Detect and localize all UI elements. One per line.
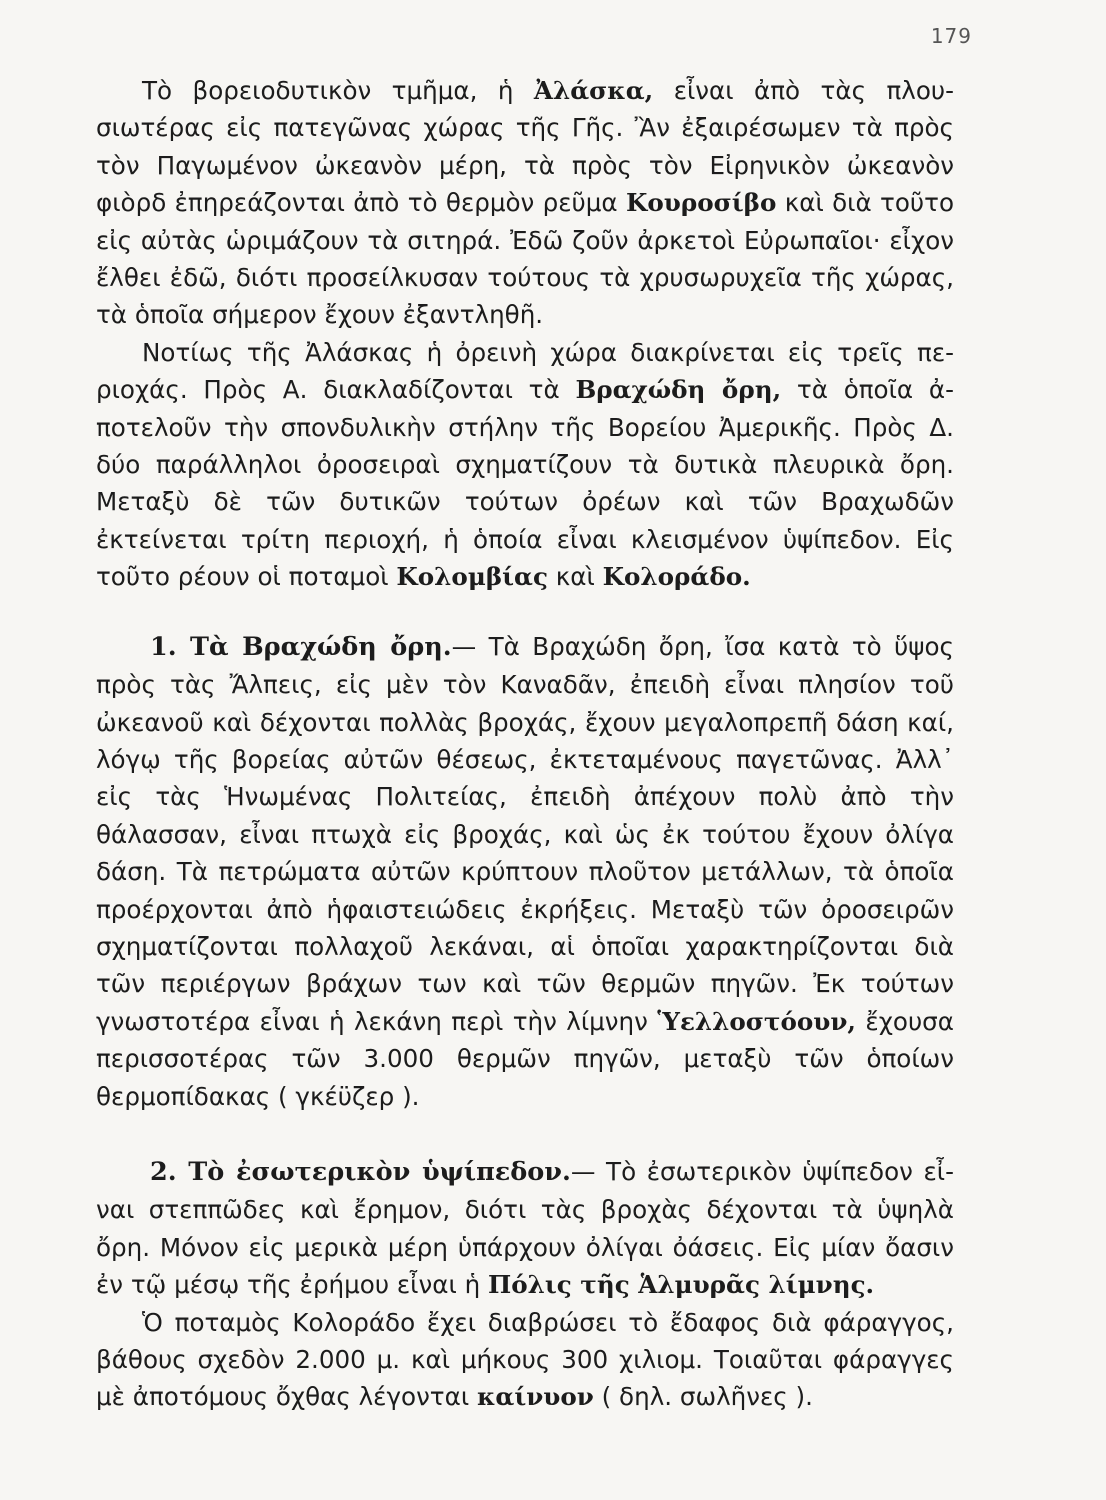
term-columbia: Κολομβίας bbox=[396, 562, 548, 592]
paragraph-canyon bbox=[96, 1304, 954, 1416]
term-canyon: καίνυον bbox=[476, 1382, 594, 1412]
text-run: Ὁ ποταμὸς Κολοράδο ἔχει διαβρώσει τὸ ἔδαφος διὰ φάραγγος, βάθους σχεδὸν 2.000 μ. καὶ μήκους 300 χιλιομ. Τοιαῦται φάραγγες μὲ ἀποτόμους ὄχθας λέγονται bbox=[96, 1307, 954, 1412]
text-run: εἶναι ἀπὸ τὰς πλουσιωτέρας εἰς πατεγῶνας χώρας τῆς Γῆς. Ἂν ἐξαιρέσωμεν τὰ πρὸς τὸν Παγωμένον ὠκεανὸν μέρη, τὰ πρὸς τὸν Εἰρηνικὸν ὠκεανὸν φιὸρδ ἐπηρεάζονται ἀπὸ τὸ θερμὸν ρεῦμα bbox=[96, 76, 954, 218]
paragraph-regions bbox=[96, 334, 954, 596]
term-kuroshio: Κουροσίβο bbox=[626, 188, 777, 218]
section-heading-2: 2. Τὸ ἐσωτερικὸν ὑψίπεδον. bbox=[150, 1156, 571, 1187]
text-run: ἔχουσα περισσοτέρας τῶν 3.000 θερμῶν πηγῶν, μεταξὺ τῶν ὁποίων θερμοπίδακας ( γκέϋζερ ). bbox=[96, 1006, 954, 1111]
term-colorado: Κολοράδο. bbox=[602, 562, 751, 592]
text-run: καὶ bbox=[547, 562, 603, 592]
paragraph-alaska bbox=[96, 72, 954, 334]
page-number: 179 bbox=[930, 24, 972, 48]
body-text bbox=[96, 72, 954, 1416]
text-run: Τὸ βορειοδυτικὸν τμῆμα, ἡ bbox=[142, 76, 534, 105]
term-alaska: Ἀλάσκα, bbox=[533, 76, 654, 105]
section-heading-1: 1. Τὰ Βραχώδη ὄρη. bbox=[150, 631, 452, 662]
text-run: τὰ ὁποῖα ἀποτελοῦν τὴν σπονδυλικὴν στήλην τῆς Βορείου Ἀμερικῆς. Πρὸς Δ. δύο παράλληλοι ὀροσειραὶ σχηματίζουν τὰ δυτικὰ πλευρικὰ ὄρη. Μεταξὺ δὲ τῶν δυτικῶν τούτων ὀρέων καὶ τῶν Βραχωδῶν ἐκτείνεται τρίτη περιοχή, ἡ ὁποία εἶναι κλεισμένον ὑψίπεδον. Εἰς τοῦτο ρέουν οἱ ποταμοὶ bbox=[96, 375, 954, 592]
text-run: Νοτίως τῆς Ἀλάσκας ἡ ὀρεινὴ χώρα διακρίνεται εἰς τρεῖς περιοχάς. Πρὸς Α. διακλαδίζονται τὰ bbox=[96, 337, 954, 405]
text-run: καὶ διὰ τοῦτο εἰς αὐτὰς ὡριμάζουν τὰ σιτηρά. Ἐδῶ ζοῦν ἀρκετοὶ Εὐρωπαῖοι· εἶχον ἔλθει ἐδῶ, διότι προσείλκυσαν τούτους τὰ χρυσωρυχεῖα τῆς χώρας, τὰ ὁποῖα σήμερον ἔχουν ἐξαντληθῆ. bbox=[96, 188, 954, 330]
term-yellowstone: Ὑελλοστόουν, bbox=[657, 1006, 856, 1036]
text-run: ( δηλ. σωλῆνες ). bbox=[593, 1382, 813, 1412]
section-interior-plateau bbox=[96, 1153, 954, 1304]
spacer bbox=[96, 596, 954, 628]
term-rocky-mountains: Βραχώδη ὄρη, bbox=[575, 375, 782, 405]
text-run: — Τὰ Βραχώδη ὄρη, ἴσα κατὰ τὸ ὕψος πρὸς τὰς Ἄλπεις, εἰς μὲν τὸν Καναδᾶν, ἐπειδὴ εἶναι πλησίον τοῦ ὠκεανοῦ καὶ δέχονται πολλὰς βροχάς, ἔχουν μεγαλοπρεπῆ δάση καί, λόγῳ τῆς βορείας αὐτῶν θέσεως, ἐκτεταμένους παγετῶνας. Ἀλλ᾿ εἰς τὰς Ἡνωμένας Πολιτείας, ἐπειδὴ ἀπέχουν πολὺ ἀπὸ τὴν θάλασσαν, εἶναι πτωχὰ εἰς βροχάς, καὶ ὡς ἐκ τούτου ἔχουν ὀλίγα δάση. Τὰ πετρώματα αὐτῶν κρύπτουν πλοῦτον μετάλλων, τὰ ὁποῖα προέρχονται ἀπὸ ἡφαιστειώδεις ἐκρήξεις. Μεταξὺ τῶν ὀροσειρῶν σχηματίζονται πολλαχοῦ λεκάναι, αἱ ὁποῖαι χαρακτηρίζονται διὰ τῶν περιέργων βράχων των καὶ τῶν θερμῶν πηγῶν. Ἐκ τούτων γνωστοτέρα εἶναι ἡ λεκάνη περὶ τὴν λίμνην bbox=[96, 631, 954, 1036]
term-salt-lake-city: Πόλις τῆς Ἁλμυρᾶς λίμνης. bbox=[488, 1270, 875, 1300]
text-run: — Τὸ ἐσωτερικὸν ὑψίπεδον εἶναι στεππῶδες καὶ ἔρημον, διότι τὰς βροχὰς δέχονται τὰ ὑψηλὰ ὄρη. Μόνον εἰς μερικὰ μέρη ὑπάρχουν ὀλίγαι ὀάσεις. Εἰς μίαν ὄασιν ἐν τῷ μέσῳ τῆς ἐρήμου εἶναι ἡ bbox=[96, 1156, 954, 1300]
section-rocky-mountains bbox=[96, 628, 954, 1115]
spacer bbox=[96, 1115, 954, 1153]
